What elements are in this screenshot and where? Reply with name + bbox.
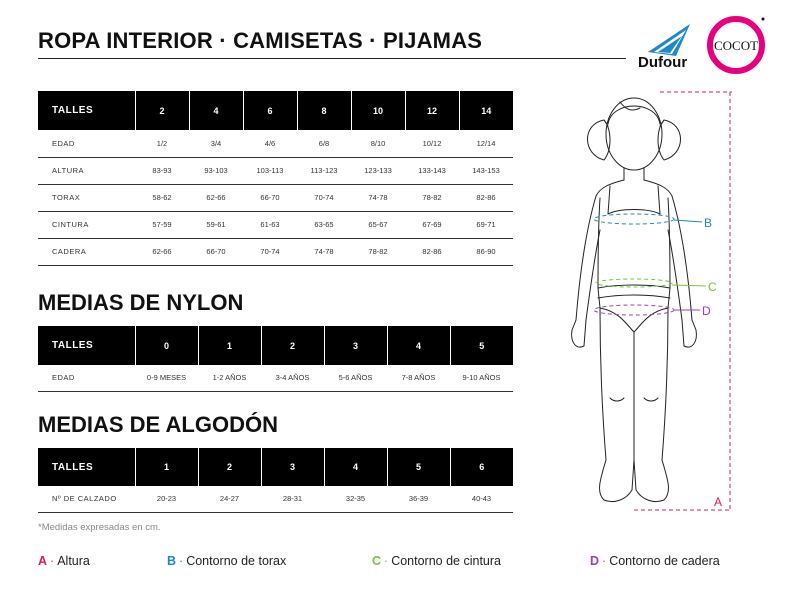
header-cell: TALLES [38, 448, 135, 486]
legend-separator: · [602, 554, 607, 568]
size-table-medias-algodon [38, 448, 513, 513]
table-cell: 70-74 [243, 238, 297, 265]
table-cell: 3-4 AÑOS [261, 365, 324, 391]
table-cell: 113-123 [297, 157, 351, 184]
chest-label: B [704, 216, 713, 230]
table-header-row [38, 326, 513, 365]
waist-guide [596, 279, 717, 294]
header-cell: 10 [351, 91, 405, 130]
legend-item-torax [167, 554, 286, 568]
table-cell: 1/2 [135, 130, 189, 157]
table-cell: 86-90 [459, 238, 513, 265]
table-cell: 70-74 [297, 184, 351, 211]
table-cell: 66-70 [243, 184, 297, 211]
cocot-logo-text: COCOT [713, 38, 759, 53]
header-cell: 6 [243, 91, 297, 130]
table-cell: 32-35 [324, 486, 387, 512]
size-table-ropa-interior [38, 91, 513, 266]
legend-separator: · [179, 554, 184, 568]
row-label: EDAD [38, 365, 135, 391]
row-label: TORAX [38, 184, 135, 211]
row-label: CADERA [38, 238, 135, 265]
table-row [38, 238, 513, 265]
table-row [38, 130, 513, 157]
legend-separator: · [384, 554, 389, 568]
child-outline [572, 98, 697, 502]
table-cell: 5-6 AÑOS [324, 365, 387, 391]
table-cell: 24-27 [198, 486, 261, 512]
header-cell: 2 [198, 448, 261, 486]
table-row [38, 184, 513, 211]
table-cell: 63-65 [297, 211, 351, 238]
table-row [38, 486, 513, 512]
cocot-logo [706, 14, 768, 76]
table-cell: 36-39 [387, 486, 450, 512]
row-label: Nº DE CALZADO [38, 486, 135, 512]
legend-text: Contorno de torax [186, 554, 287, 568]
height-guide [634, 92, 732, 510]
legend-item-cadera [590, 554, 720, 568]
table-cell: 7-8 AÑOS [387, 365, 450, 391]
table-cell: 6/8 [297, 130, 351, 157]
table-cell: 65-67 [351, 211, 405, 238]
table-cell: 3/4 [189, 130, 243, 157]
table-cell: 58-62 [135, 184, 189, 211]
hip-guide [594, 304, 711, 318]
child-figure-illustration [560, 80, 800, 520]
row-label: CINTURA [38, 211, 135, 238]
chest-guide [594, 214, 712, 230]
section-title-medias-algodon: MEDIAS DE ALGODÓN [38, 412, 278, 437]
legend-letter: D [590, 554, 600, 568]
table-cell: 67-69 [405, 211, 459, 238]
header-cell: 2 [135, 91, 189, 130]
table-cell: 69-71 [459, 211, 513, 238]
table-cell: 9-10 AÑOS [450, 365, 513, 391]
table-cell: 4/6 [243, 130, 297, 157]
table-header-row [38, 448, 513, 486]
hip-label: D [702, 304, 711, 318]
table-cell: 82-86 [405, 238, 459, 265]
table-row [38, 211, 513, 238]
header-cell: 4 [387, 326, 450, 365]
title-divider [38, 58, 626, 59]
table-cell: 1-2 AÑOS [198, 365, 261, 391]
header-cell: 5 [450, 326, 513, 365]
legend-item-altura [38, 554, 90, 568]
legend-text: Altura [57, 554, 90, 568]
table-cell: 82-86 [459, 184, 513, 211]
table-cell: 40-43 [450, 486, 513, 512]
header-cell: 3 [261, 448, 324, 486]
header-cell: 2 [261, 326, 324, 365]
table-cell: 12/14 [459, 130, 513, 157]
table-cell: 74-78 [351, 184, 405, 211]
waist-label: C [708, 280, 717, 294]
table-cell: 93-103 [189, 157, 243, 184]
legend-letter: A [38, 554, 48, 568]
table-cell: 123-133 [351, 157, 405, 184]
row-label: ALTURA [38, 157, 135, 184]
legend-separator: · [50, 554, 55, 568]
table-cell: 62-66 [135, 238, 189, 265]
header-cell: TALLES [38, 326, 135, 365]
row-label: EDAD [38, 130, 135, 157]
table-cell: 83-93 [135, 157, 189, 184]
table-cell: 103-113 [243, 157, 297, 184]
section-title-medias-nylon: MEDIAS DE NYLON [38, 290, 244, 315]
table-cell: 8/10 [351, 130, 405, 157]
table-cell: 61-63 [243, 211, 297, 238]
table-cell: 143-153 [459, 157, 513, 184]
dufour-logo-text: Dufour [638, 54, 688, 70]
header-cell: 4 [324, 448, 387, 486]
dufour-logo [636, 22, 706, 70]
height-label: A [714, 495, 723, 509]
table-cell: 57-59 [135, 211, 189, 238]
header-cell: 1 [198, 326, 261, 365]
size-table-medias-nylon [38, 326, 513, 392]
table-cell: 74-78 [297, 238, 351, 265]
table-cell: 28-31 [261, 486, 324, 512]
table-cell: 78-82 [405, 184, 459, 211]
table-cell: 62-66 [189, 184, 243, 211]
table-cell: 59-61 [189, 211, 243, 238]
legend-text: Contorno de cintura [391, 554, 501, 568]
header-cell: 0 [135, 326, 198, 365]
header-cell: TALLES [38, 91, 135, 130]
header-cell: 12 [405, 91, 459, 130]
table-header-row [38, 91, 513, 130]
table-cell: 20-23 [135, 486, 198, 512]
table-cell: 0-9 MESES [135, 365, 198, 391]
page-title: ROPA INTERIOR · CAMISETAS · PIJAMAS [38, 28, 483, 53]
table-cell: 10/12 [405, 130, 459, 157]
header-cell: 1 [135, 448, 198, 486]
table-cell: 133-143 [405, 157, 459, 184]
header-cell: 14 [459, 91, 513, 130]
table-cell: 78-82 [351, 238, 405, 265]
header-cell: 5 [387, 448, 450, 486]
header-cell: 4 [189, 91, 243, 130]
measurement-note: *Medidas expresadas en cm. [38, 522, 161, 533]
table-row [38, 157, 513, 184]
legend-text: Contorno de cadera [609, 554, 720, 568]
legend-letter: C [372, 554, 382, 568]
header-cell: 3 [324, 326, 387, 365]
table-row [38, 365, 513, 391]
table-cell: 66-70 [189, 238, 243, 265]
legend-letter: B [167, 554, 177, 568]
legend-item-cintura [372, 554, 501, 568]
header-cell: 6 [450, 448, 513, 486]
header-cell: 8 [297, 91, 351, 130]
